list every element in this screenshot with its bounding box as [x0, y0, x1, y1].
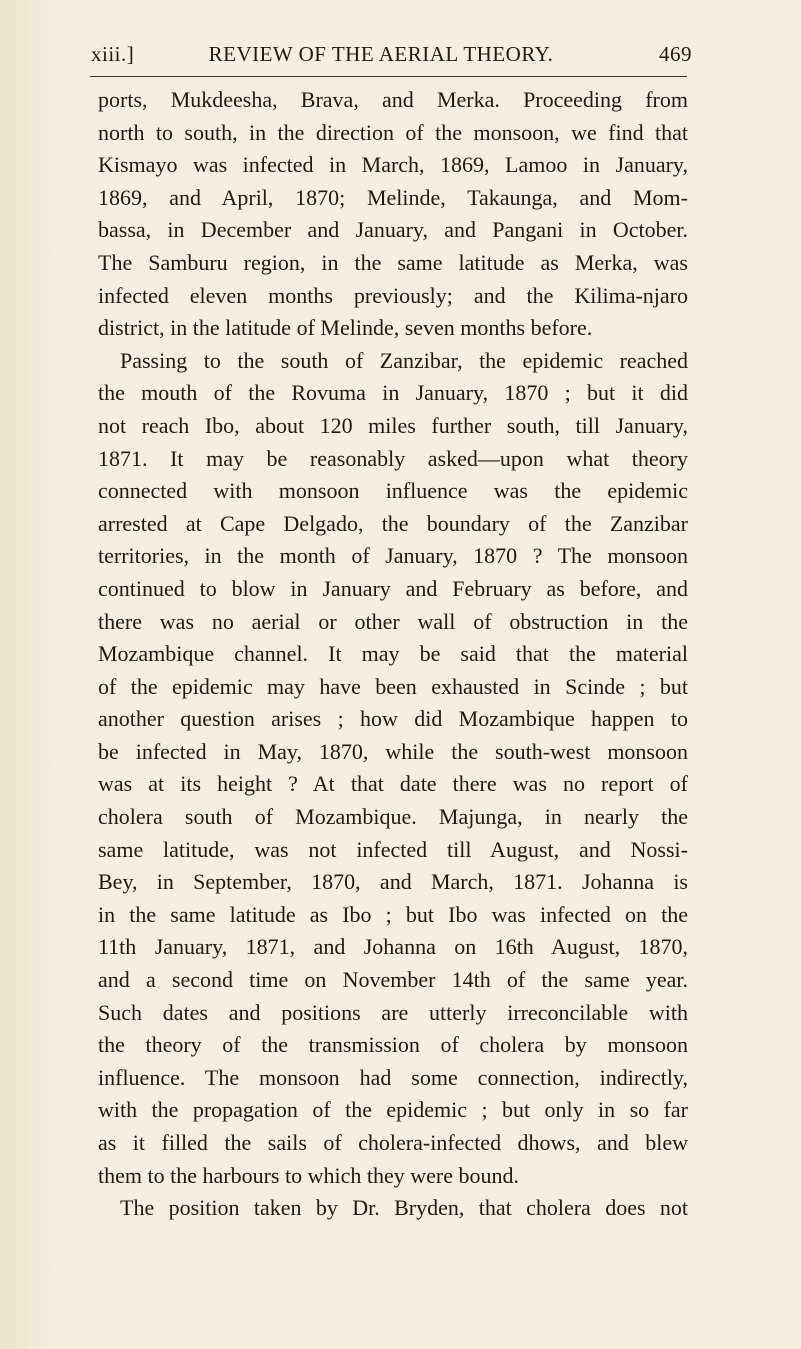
text-line: influence. The monsoon had some connection, indirectly, [98, 1064, 688, 1090]
text-line: Mozambique channel. It may be said that the material [98, 641, 688, 667]
text-line: same latitude, was not infected till August, and Nossi- [98, 836, 688, 862]
text-line: there was no aerial or other wall of obstruction in the [98, 608, 688, 634]
text-line: bassa, in December and January, and Pangani in October. [98, 217, 688, 243]
page-number: 469 [659, 42, 692, 66]
text-line: the mouth of the Rovuma in January, 1870 ; but it did [98, 380, 688, 406]
text-line: The position taken by Dr. Bryden, that cholera does not [120, 1195, 688, 1221]
text-line: 1871. It may be reasonably asked—upon what theory [98, 445, 688, 471]
paragraph-3 [98, 1192, 688, 1225]
text-line: arrested at Cape Delgado, the boundary of the Zanzibar [98, 510, 688, 536]
text-line: Kismayo was infected in March, 1869, Lamoo in January, [98, 152, 688, 178]
text-line: of the epidemic may have been exhausted in Scinde ; but [98, 673, 688, 699]
text-line: 11th January, 1871, and Johanna on 16th August, 1870, [98, 934, 688, 960]
text-line: another question arises ; how did Mozambique happen to [98, 706, 688, 732]
body-text [98, 84, 688, 1225]
text-line: north to south, in the direction of the monsoon, we find that [98, 119, 688, 145]
text-line: was at its height ? At that date there was no report of [98, 771, 688, 797]
paragraph-2 [98, 345, 688, 1192]
text-line: the theory of the transmission of cholera by monsoon [98, 1032, 688, 1058]
text-line: ports, Mukdeesha, Brava, and Merka. Proceeding from [98, 87, 688, 112]
text-line: in the same latitude as Ibo ; but Ibo was infected on the [98, 901, 688, 927]
text-line: be infected in May, 1870, while the south-west monsoon [98, 738, 688, 764]
text-line: connected with monsoon influence was the epidemic [98, 478, 688, 504]
running-header [76, 20, 692, 70]
header-rule [90, 76, 687, 77]
paragraph-1 [98, 84, 688, 345]
text-line: district, in the latitude of Melinde, seven months before. [98, 315, 593, 341]
text-line: with the propagation of the epidemic ; but only in so far [98, 1097, 688, 1123]
text-line: territories, in the month of January, 1870 ? The monsoon [98, 543, 688, 569]
text-line: cholera south of Mozambique. Majunga, in nearly the [98, 804, 688, 830]
text-line: infected eleven months previously; and the Kilima-njaro [98, 282, 688, 308]
text-line: not reach Ibo, about 120 miles further south, till January, [98, 412, 688, 438]
text-line: The Samburu region, in the same latitude as Merka, was [98, 249, 688, 275]
text-line: as it filled the sails of cholera-infected dhows, and blew [98, 1130, 688, 1155]
chapter-number: xiii.] [91, 42, 135, 66]
text-line: them to the harbours to which they were bound. [98, 1162, 519, 1188]
text-line: continued to blow in January and February as before, and [98, 575, 688, 601]
running-title: REVIEW OF THE AERIAL THEORY. [208, 42, 554, 66]
text-line: and a second time on November 14th of the same year. [98, 967, 688, 993]
text-line: Passing to the south of Zanzibar, the epidemic reached [120, 347, 688, 373]
text-line: Such dates and positions are utterly irreconcilable with [98, 999, 688, 1025]
text-line: 1869, and April, 1870; Melinde, Takaunga, and Mom- [98, 184, 688, 210]
text-line: Bey, in September, 1870, and March, 1871. Johanna is [98, 869, 688, 895]
